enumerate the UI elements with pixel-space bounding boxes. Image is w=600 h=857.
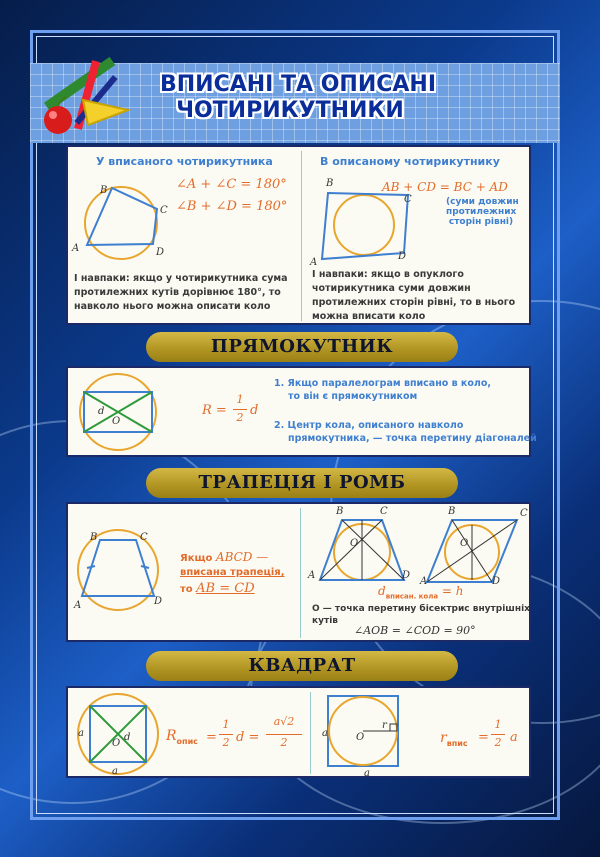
angle-equality: ∠AOB = ∠COD = 90° xyxy=(354,624,476,637)
square1-label-o: O xyxy=(112,738,121,749)
square-frac-line xyxy=(266,734,302,735)
square2-label-o: O xyxy=(356,732,365,743)
trapezoid-text-if: Якщо xyxy=(180,553,213,564)
square-panel xyxy=(66,686,531,778)
square-half2-fraction-line xyxy=(491,734,505,735)
circumradius-subscript: опис xyxy=(176,736,198,746)
bisector-text-line-1: O — точка перетину бісектрис внутрішніх xyxy=(312,604,530,614)
rhombus-label-o: O xyxy=(460,538,469,549)
rectangle-formula-numerator: 1 xyxy=(236,393,244,406)
rhombus-label-a: A xyxy=(420,576,428,587)
circumscribed-circle-square-figure xyxy=(74,690,164,778)
trapezoid-label-b: B xyxy=(90,532,98,543)
square2-label-r: r xyxy=(382,720,387,731)
square2-label-a-bottom: a xyxy=(364,768,370,779)
trapezoid-text-equality: AB = CD xyxy=(196,581,255,596)
trapezoid-label-d: D xyxy=(154,596,163,607)
school-supplies-icon xyxy=(38,40,138,140)
trap2-label-c: C xyxy=(380,506,388,517)
inscribed-formula-ac: ∠A + ∠C = 180° xyxy=(176,177,287,192)
circumscribed-formula: AB + CD = BC + AD xyxy=(382,180,508,194)
circumscribed-label-b: B xyxy=(326,178,334,189)
panel-divider xyxy=(300,508,301,638)
circumscribed-note-line-2: протилежних xyxy=(446,207,517,217)
trapezoid-label-a: A xyxy=(74,600,82,611)
trapezoid-text-line-3 xyxy=(180,581,255,596)
incircle-diameter-equals-h: = h xyxy=(441,584,464,598)
rectangle-figure xyxy=(74,372,164,452)
rhombus-label-d: D xyxy=(492,576,501,587)
circumradius-formula-r xyxy=(166,728,198,746)
circumscribed-heading: В описаному чотирикутнику xyxy=(320,155,500,168)
inscribed-converse-line-2: протилежних кутів дорівнює 180°, то xyxy=(74,287,281,298)
trap2-label-a: A xyxy=(308,570,316,581)
circumscribed-label-d: D xyxy=(398,251,407,262)
inscribed-label-c: C xyxy=(160,205,168,216)
inscribed-converse-line-1: І навпаки: якщо у чотирикутника сума xyxy=(74,273,288,284)
circumscribed-label-c: C xyxy=(404,194,412,205)
trap2-label-b: B xyxy=(336,506,344,517)
rectangle-formula-denominator: 2 xyxy=(236,411,244,424)
incircle-diameter-subscript: вписан. кола xyxy=(385,592,439,601)
title-line-2: ЧОТИРИКУТНИКИ xyxy=(176,98,404,123)
rectangle-formula-d: d xyxy=(250,403,259,418)
panel-divider xyxy=(310,692,311,774)
inradius-formula-r xyxy=(440,730,468,748)
rectangle-label-o: O xyxy=(112,416,121,427)
rectangle-formula-r: R = xyxy=(202,403,227,418)
circumscribed-note-line-1: (суми довжин xyxy=(446,197,519,207)
bisector-text-line-2: кутів xyxy=(312,616,338,626)
inscribed-circumscribed-panel xyxy=(66,145,531,325)
circumscribed-note-line-3: сторін рівні) xyxy=(448,217,514,227)
inscribed-trapezoid-figure xyxy=(76,526,161,616)
trapezoid-text-abcd: ABCD — xyxy=(215,550,269,564)
square-section-bar: КВАДРАТ xyxy=(146,651,458,681)
square1-label-a-side: a xyxy=(78,728,84,739)
inscribed-label-a: A xyxy=(72,243,80,254)
square-half-denominator: 2 xyxy=(222,736,230,749)
square-half-numerator: 1 xyxy=(222,718,230,731)
square-half-fraction-line xyxy=(219,734,233,735)
trapezoid-section-bar: ТРАПЕЦІЯ І РОМБ xyxy=(146,468,458,498)
inscribed-heading: У вписаного чотирикутника xyxy=(96,155,273,168)
inradius-subscript: впис xyxy=(446,738,468,748)
rectangle-point-2-line-2: прямокутника, — точка перетину діагоналей xyxy=(288,433,537,444)
trapezoid-text-line-2: вписана трапеція, xyxy=(180,567,285,578)
circumscribed-converse-line-3: протилежних сторін рівні, то в нього xyxy=(312,297,516,308)
circumscribed-converse-line-4: можна вписати коло xyxy=(312,311,426,322)
square-d-equals: d = xyxy=(236,730,260,745)
inradius-r: r xyxy=(440,730,447,746)
circumscribed-trapezoid-rhombus-figure xyxy=(312,510,522,595)
rectangle-point-1-line-2: то він є прямокутником xyxy=(288,391,418,402)
title-line-1: ВПИСАНІ ТА ОПИСАНІ xyxy=(160,72,437,97)
trapezoid-rhombus-panel xyxy=(66,502,531,642)
trapezoid-text-line-1 xyxy=(180,550,268,564)
trap2-label-d: D xyxy=(402,570,411,581)
square-eq-1: = xyxy=(206,730,217,745)
inscribed-formula-bd: ∠B + ∠D = 180° xyxy=(176,199,288,214)
inscribed-converse-line-3: навколо нього можна описати коло xyxy=(74,301,271,312)
rectangle-label-d: d xyxy=(98,406,105,417)
trapezoid-text-then: то xyxy=(180,584,193,595)
circumscribed-converse-line-1: І навпаки: якщо в опуклого xyxy=(312,269,464,280)
square-eq-2: = xyxy=(478,730,489,745)
trap2-label-o: O xyxy=(350,538,359,549)
rectangle-point-2-line-1: 2. Центр кола, описаного навколо xyxy=(274,420,464,431)
rhombus-label-c: C xyxy=(520,508,528,519)
square1-label-d: d xyxy=(124,732,131,743)
circumscribed-note xyxy=(446,197,519,227)
incircle-diameter-formula xyxy=(378,584,464,600)
incircle-diameter-d: d xyxy=(378,584,386,598)
square-frac-denominator: 2 xyxy=(280,736,288,749)
circumradius-r: R xyxy=(166,728,177,744)
inscribed-label-b: B xyxy=(100,185,108,196)
circumscribed-converse-line-2: чотирикутника суми довжин xyxy=(312,283,471,294)
square-side-a: a xyxy=(510,730,518,745)
poster-title xyxy=(160,72,437,124)
trapezoid-label-c: C xyxy=(140,532,148,543)
rectangle-fraction-line xyxy=(233,409,247,410)
panel-divider xyxy=(301,151,302,321)
inscribed-label-d: D xyxy=(156,247,165,258)
inscribed-circle-square-figure xyxy=(322,692,412,772)
rectangle-point-1-line-1: 1. Якщо паралелограм вписано в коло, xyxy=(274,378,492,389)
square-frac-numerator: a√2 xyxy=(273,715,295,728)
square2-label-a-side: a xyxy=(322,728,328,739)
square-half2-denominator: 2 xyxy=(494,736,502,749)
rhombus-label-b: B xyxy=(448,506,456,517)
square-half2-numerator: 1 xyxy=(494,718,502,731)
square1-label-a-bottom: a xyxy=(112,766,118,777)
rectangle-section-bar: ПРЯМОКУТНИК xyxy=(146,332,458,362)
rectangle-panel xyxy=(66,366,537,457)
circumscribed-label-a: A xyxy=(310,257,318,268)
